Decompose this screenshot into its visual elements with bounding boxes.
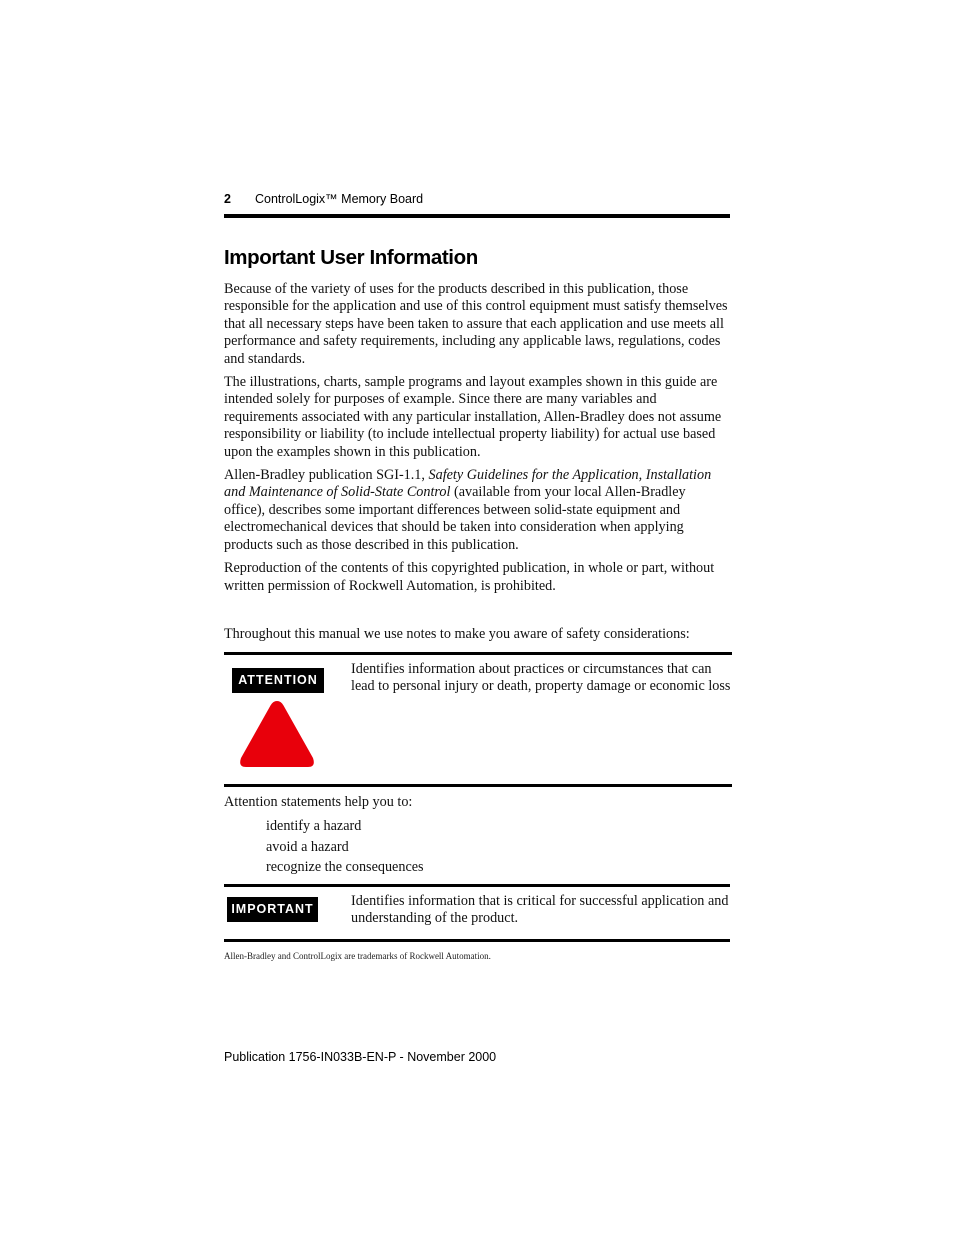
paragraph-reproduction: Reproduction of the contents of this copyrighted publication, in whole or part, without written permission of Rockwell Automation, is prohibited. xyxy=(224,560,715,594)
paragraph-illustrations: The illustrations, charts, sample programs and layout examples shown in this guide are intended solely for purposes of example. Since there are many variables and requirements associated with any particular installation, Allen-Bradley does not assume responsibility or liability (to include intellectual property liability) for actual use based upon the examples shown in this publication. xyxy=(224,374,722,460)
running-title: ControlLogix™ Memory Board xyxy=(255,192,424,206)
paragraph-variety-of-uses: Because of the variety of uses for the products described in this publication, those responsible for the application and use of this control equipment must satisfy themselves that all necessary steps have been taken to assure that each application and use meets all performance and safety requirements, including any applicable laws, regulations, codes and standards. xyxy=(224,281,728,367)
attention-top-rule xyxy=(224,652,732,655)
safety-guidelines-title: Safety Guidelines for the Application, Installation and Maintenance of Solid-State Control xyxy=(224,467,712,501)
attention-badge: ATTENTION xyxy=(232,668,324,693)
page-number: 2 xyxy=(224,192,231,206)
paragraph-safety-guidelines-rest: (available from your local Allen-Bradley office), describes some important differences between solid-state equipment and electromechanical devices that should be taken into consideration when applying products such as those described in this publication. xyxy=(224,484,686,553)
paragraph-safety-guidelines-lead: Allen-Bradley publication SGI-1.1, xyxy=(224,467,429,484)
publication-footer: Publication 1756-IN033B-EN-P - November 2000 xyxy=(224,1050,497,1064)
important-top-rule xyxy=(224,884,730,887)
list-item: recognize the consequences xyxy=(266,859,424,876)
header-rule xyxy=(224,214,730,218)
section-title: Important User Information xyxy=(224,246,478,269)
paragraph-safety-guidelines xyxy=(224,467,730,554)
running-header xyxy=(224,192,423,206)
warning-triangle-icon xyxy=(236,697,318,776)
notes-intro: Throughout this manual we use notes to make you aware of safety considerations: xyxy=(224,626,690,642)
attention-description: Identifies information about practices or circumstances that can lead to personal injury or death, property damage or economic loss xyxy=(351,661,731,695)
important-badge: IMPORTANT xyxy=(227,897,318,922)
trademark-note: Allen-Bradley and ControlLogix are trademarks of Rockwell Automation. xyxy=(224,951,491,961)
list-item: identify a hazard xyxy=(266,818,362,834)
attention-help-lead: Attention statements help you to: xyxy=(224,794,413,810)
attention-bottom-rule xyxy=(224,784,732,787)
important-description: Identifies information that is critical for successful application and understanding of the product. xyxy=(351,893,729,927)
list-item: avoid a hazard xyxy=(266,838,349,855)
body-paragraphs xyxy=(224,281,730,601)
attention-help-list xyxy=(266,816,424,878)
important-bottom-rule xyxy=(224,939,730,942)
